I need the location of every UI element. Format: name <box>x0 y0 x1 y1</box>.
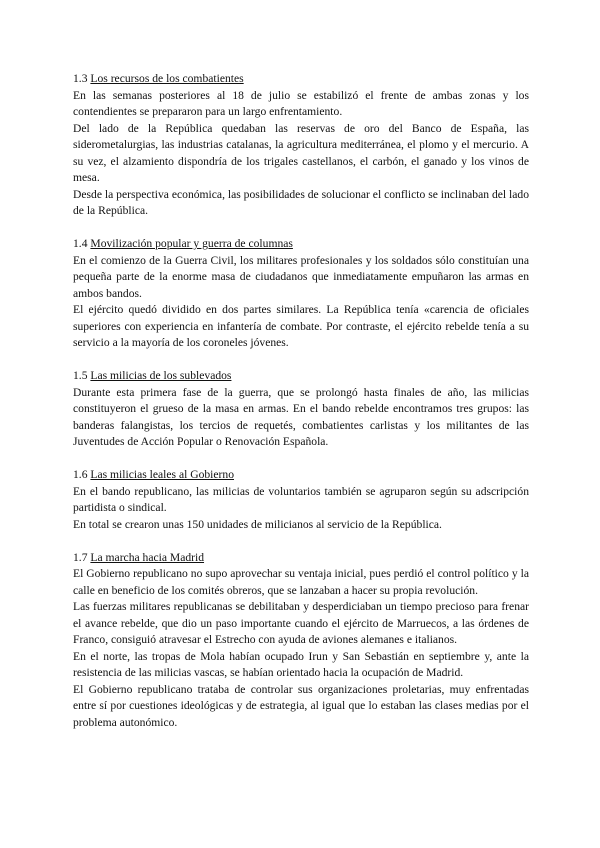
paragraph: En total se crearon unas 150 unidades de milicianos al servicio de la República. <box>73 517 442 531</box>
paragraph: Del lado de la República quedaban las reservas de oro del Banco de España, las siderometalurgias, las industrias catalanas, la agricultura mediterránea, el plomo y el mercurio. A su vez, el alzamiento dispondría de los trigales castellanos, el carbón, el ganado y los vinos de mesa. <box>73 121 529 184</box>
section-heading <box>73 71 529 88</box>
paragraph: En las semanas posteriores al 18 de julio se estabilizó el frente de ambas zonas y los contendientes se prepararon para un largo enfrentamiento. <box>73 88 529 118</box>
section-1-5 <box>73 368 529 451</box>
section-number: 1.6 <box>73 468 88 481</box>
section-title: Las milicias leales al Gobierno <box>90 468 234 481</box>
section-title: Los recursos de los combatientes <box>90 72 244 85</box>
paragraph: El ejército quedó dividido en dos partes similares. La República tenía «carencia de oficiales superiores con experiencia en infantería de combate. Por contraste, el ejército rebelde tenía a su servicio a la mayoría de los coroneles jóvenes. <box>73 303 529 349</box>
section-heading <box>73 467 529 484</box>
paragraph: En el norte, las tropas de Mola habían ocupado Irun y San Sebastián en septiembre y, ante la resistencia de las milicias vascas, se habían orientado hacia la ocupación de Madrid. <box>73 649 529 679</box>
paragraph: Durante esta primera fase de la guerra, que se prolongó hasta finales de año, las milicias constituyeron el grueso de la masa en armas. En el bando rebelde encontramos tres grupos: las banderas falangistas, los tercios de requetés, combatientes carlistas y los militantes de las Juventudes de Acción Popular o Renovación Española. <box>73 385 529 448</box>
section-title: La marcha hacia Madrid <box>90 550 205 564</box>
section-heading <box>73 368 529 385</box>
section-title: Las milicias de los sublevados <box>90 369 232 382</box>
section-heading <box>73 550 529 567</box>
section-number: 1.7 <box>73 550 88 564</box>
section-number: 1.5 <box>73 369 88 382</box>
section-title: Movilización popular y guerra de columnas <box>90 237 293 250</box>
section-heading <box>73 236 529 253</box>
paragraph: El Gobierno republicano trataba de controlar sus organizaciones proletarias, muy enfrentadas entre sí por cuestiones ideológicas y de estrategia, al igual que lo estaban las clases medias por el problema autonómico. <box>73 682 529 729</box>
section-number: 1.3 <box>73 72 88 85</box>
section-1-6 <box>73 467 529 533</box>
section-1-4 <box>73 236 529 352</box>
paragraph: Desde la perspectiva económica, las posibilidades de solucionar el conflicto se inclinaban del lado de la República. <box>73 187 529 217</box>
section-1-7 <box>73 550 529 732</box>
paragraph: Las fuerzas militares republicanas se debilitaban y desperdiciaban un tiempo precioso para frenar el avance rebelde, que dio un paso importante cuando el ejército de Marruecos, a las órdenes de Franco, consiguió atravesar el Estrecho con ayuda de aviones alemanes e italianos. <box>73 600 529 646</box>
document-page <box>73 71 529 748</box>
paragraph: El Gobierno republicano no supo aprovechar su ventaja inicial, pues perdió el control político y la calle en beneficio de los comités obreros, que se lanzaban a hacer su propia revolución. <box>73 567 529 597</box>
paragraph: En el bando republicano, las milicias de voluntarios también se agruparon según su adscripción partidista o sindical. <box>73 484 529 514</box>
paragraph: En el comienzo de la Guerra Civil, los militares profesionales y los soldados sólo constituían una pequeña parte de la enorme masa de ciudadanos que inmediatamente empuñaron las armas en ambos bandos. <box>73 253 529 300</box>
section-1-3 <box>73 71 529 220</box>
section-number: 1.4 <box>73 237 88 250</box>
